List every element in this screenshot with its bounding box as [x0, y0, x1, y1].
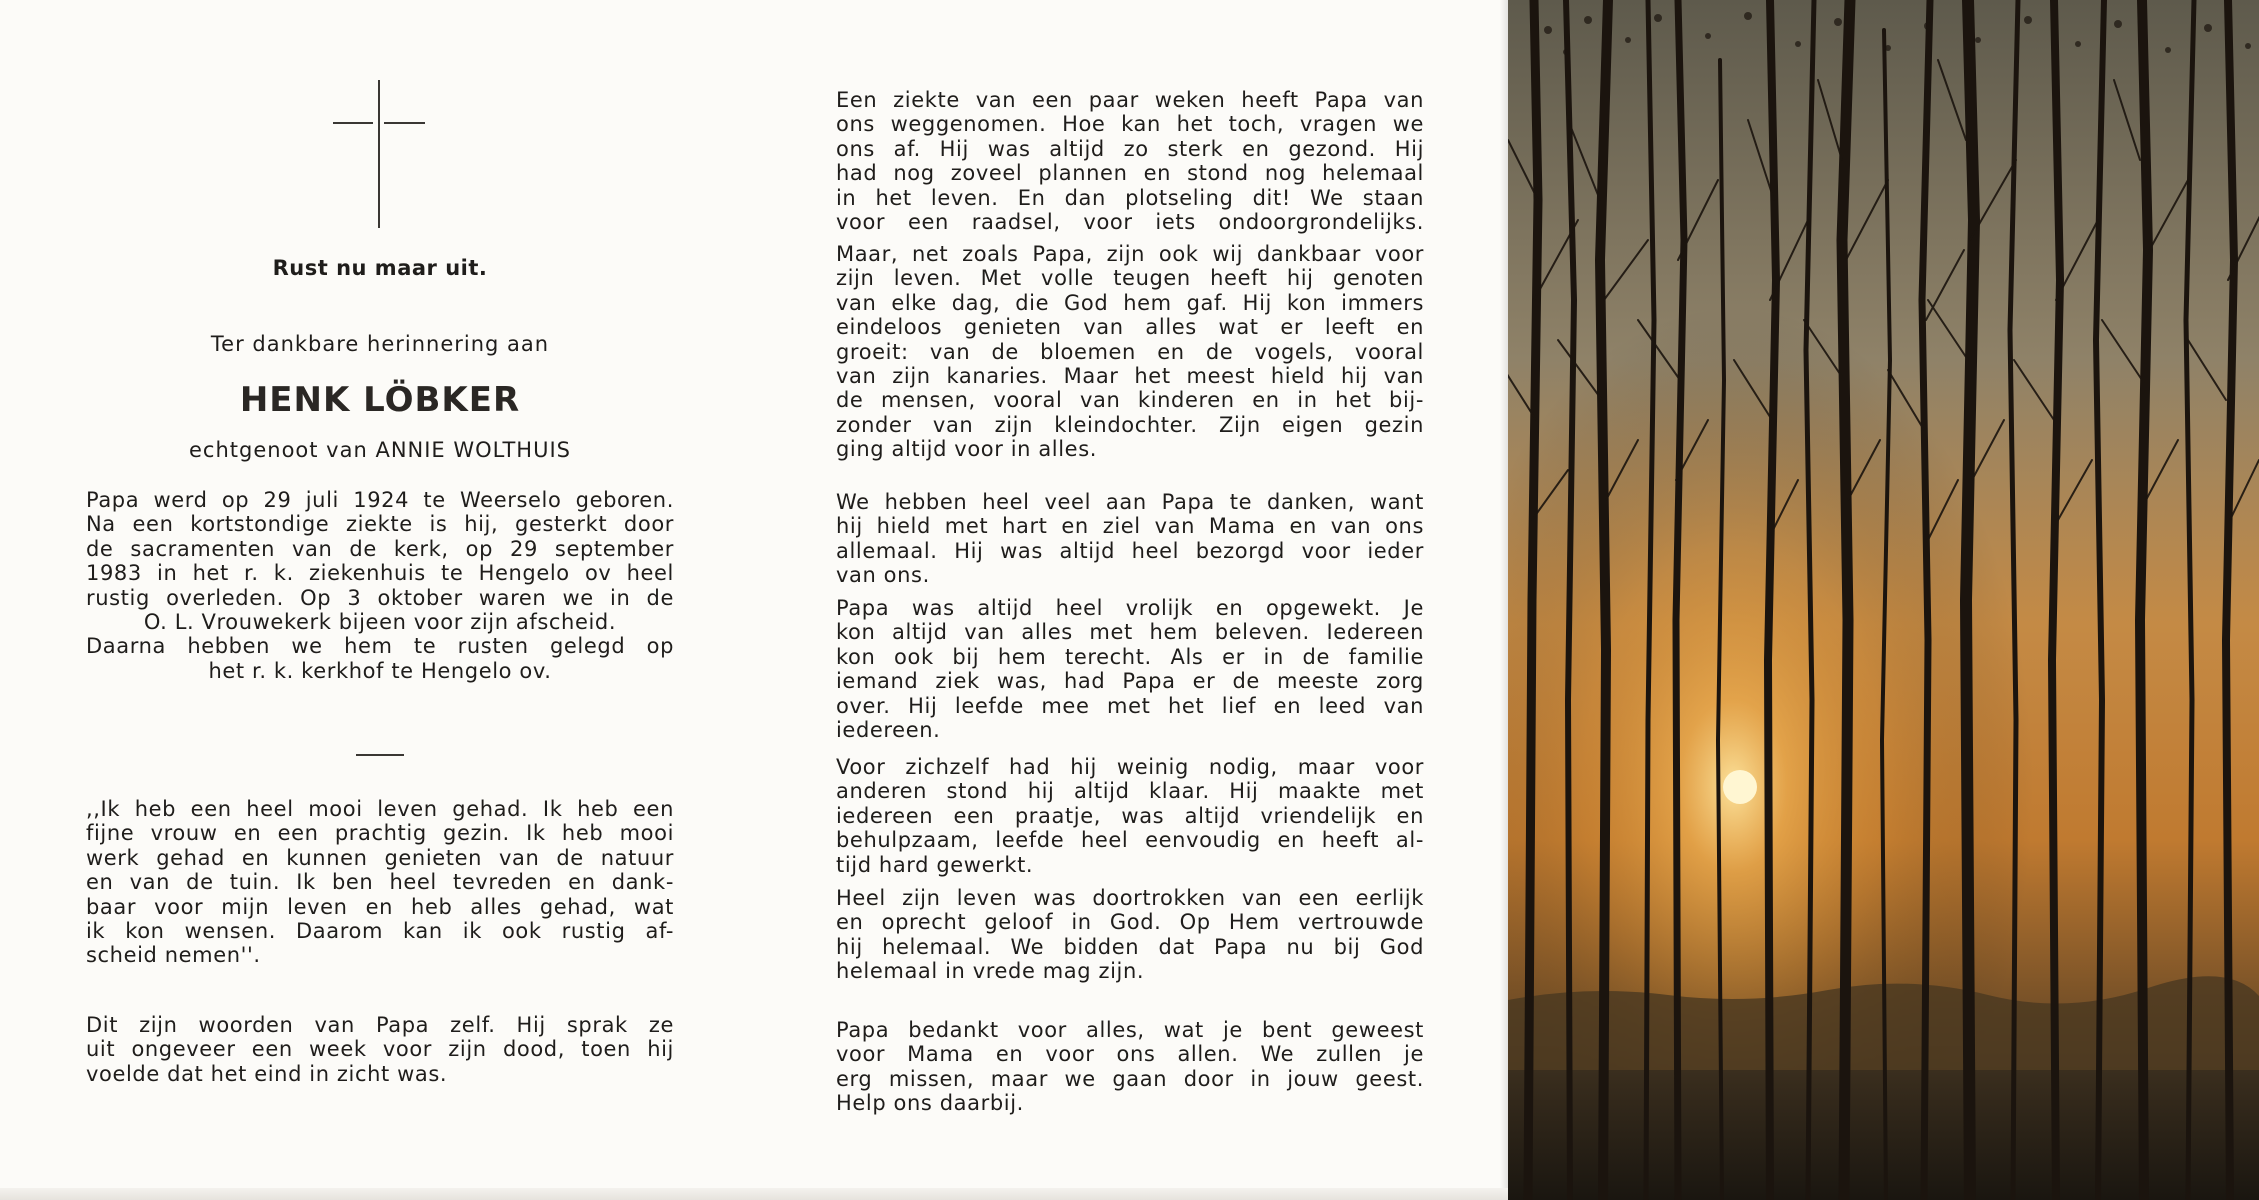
- intro-text: Ter dankbare herinnering aan: [210, 332, 550, 356]
- text-line: tijd hard gewerkt.: [836, 852, 1034, 877]
- middle-paragraph-7: [836, 1018, 1424, 1116]
- text-line: fijne vrouw en een prachtig gezin. Ik heb mooi: [86, 821, 674, 846]
- text-line: 1983 in het r. k. ziekenhuis te Hengelo ov heel: [86, 561, 674, 586]
- text-line: Voor zichzelf had hij weinig nodig, maar voor: [836, 755, 1424, 779]
- text-line: de sacramenten van de kerk, op 29 september: [86, 536, 674, 561]
- middle-paragraph-6: [836, 886, 1424, 984]
- text-line: over. Hij leefde mee met het lief en leed van: [836, 693, 1424, 718]
- text-line: Maar, net zoals Papa, zijn ook wij dankbaar voor: [836, 242, 1424, 266]
- sunset-trees-photo: [1508, 0, 2259, 1200]
- middle-paragraph-5: [836, 755, 1424, 877]
- text-line: en oprecht geloof in God. Op Hem vertrouwde: [836, 910, 1424, 935]
- text-line: ons af. Hij was altijd zo sterk en gezond. Hij: [836, 136, 1424, 161]
- middle-paragraph-4: [836, 596, 1424, 742]
- text-line: in het leven. En dan plotseling dit! We staan: [836, 185, 1424, 210]
- text-line: hij helemaal. We bidden dat Papa nu bij God: [836, 934, 1424, 959]
- text-line: zonder van zijn kleindochter. Zijn eigen gezin: [836, 412, 1424, 437]
- text-line: kon ook bij hem terecht. Als er in de familie: [836, 644, 1424, 669]
- text-line: eindeloos genieten van alles wat er leeft en: [836, 315, 1424, 340]
- text-line: erg missen, maar we gaan door in jouw geest.: [836, 1066, 1424, 1091]
- text-line: ons weggenomen. Hoe kan het toch, vragen we: [836, 112, 1424, 137]
- text-line: Papa was altijd heel vrolijk en opgewekt. Je: [836, 596, 1424, 620]
- text-line: We hebben heel veel aan Papa te danken, want: [836, 490, 1424, 514]
- text-line: Dit zijn woorden van Papa zelf. Hij sprak ze: [86, 1013, 674, 1037]
- text-line: Heel zijn leven was doortrokken van een eerlijk: [836, 886, 1424, 910]
- text-line: werk gehad en kunnen genieten van de natuur: [86, 845, 674, 870]
- text-line: het r. k. kerkhof te Hengelo ov.: [208, 658, 552, 683]
- text-line: ik kon wensen. Daarom kan ik ook rustig af-: [86, 918, 674, 943]
- text-line: kon altijd van alles met hem beleven. Iedereen: [836, 620, 1424, 645]
- text-line: zijn leven. Met volle teugen heeft hij genoten: [836, 266, 1424, 291]
- text-line: iedereen een praatje, was altijd vriendelijk en: [836, 803, 1424, 828]
- text-line: Papa bedankt voor alles, wat je bent geweest: [836, 1018, 1424, 1042]
- spouse-line: echtgenoot van ANNIE WOLTHUIS: [189, 438, 571, 462]
- text-line: ging altijd voor in alles.: [836, 437, 1098, 462]
- middle-paragraph-3: [836, 490, 1424, 588]
- text-line: Papa werd op 29 juli 1924 te Weerselo geboren.: [86, 488, 674, 512]
- divider: [356, 754, 404, 756]
- text-line: baar voor mijn leven en heb alles gehad, wat: [86, 894, 674, 919]
- text-line: de mensen, vooral van kinderen en in het bij-: [836, 388, 1424, 413]
- sun-icon: [1723, 770, 1757, 804]
- text-line: ,,Ik heb een heel mooi leven gehad. Ik heb een: [86, 797, 674, 821]
- text-line: Een ziekte van een paar weken heeft Papa van: [836, 88, 1424, 112]
- text-line: Na een kortstondige ziekte is hij, gesterkt door: [86, 512, 674, 537]
- text-line: helemaal in vrede mag zijn.: [836, 959, 1145, 984]
- paper-edge: [0, 1188, 1508, 1200]
- bio-paragraph: [86, 488, 674, 683]
- text-line: van elke dag, die God hem gaf. Hij kon immers: [836, 290, 1424, 315]
- text-line: Help ons daarbij.: [836, 1091, 1024, 1116]
- cross-icon: [333, 80, 425, 228]
- text-line: voelde dat het eind in zicht was.: [86, 1061, 448, 1086]
- text-line: van ons.: [836, 563, 930, 588]
- text-line: rustig overleden. Op 3 oktober waren we in de: [86, 585, 674, 610]
- words-paragraph: [86, 1013, 674, 1086]
- text-line: uit ongeveer een week voor zijn dood, toen hij: [86, 1037, 674, 1062]
- text-line: voor een raadsel, voor iets ondoorgrondelijks.: [836, 209, 1424, 234]
- left-panel: [0, 0, 760, 1200]
- text-line: scheid nemen''.: [86, 943, 261, 968]
- text-line: O. L. Vrouwekerk bijeen voor zijn afscheid.: [143, 609, 617, 634]
- text-line: anderen stond hij altijd klaar. Hij maakte met: [836, 779, 1424, 804]
- motto: Rust nu maar uit.: [272, 256, 488, 280]
- text-line: allemaal. Hij was altijd heel bezorgd voor ieder: [836, 538, 1424, 563]
- text-line: behulpzaam, leefde heel eenvoudig en heeft al-: [836, 828, 1424, 853]
- middle-paragraph-2: [836, 242, 1424, 462]
- text-line: iedereen.: [836, 717, 941, 742]
- middle-paragraph-1: [836, 88, 1424, 234]
- text-line: en van de tuin. Ik ben heel tevreden en dank-: [86, 870, 674, 895]
- text-line: Daarna hebben we hem te rusten gelegd op: [86, 634, 674, 659]
- text-line: voor Mama en voor ons allen. We zullen je: [836, 1042, 1424, 1067]
- text-line: groeit: van de bloemen en de vogels, vooral: [836, 339, 1424, 364]
- text-line: van zijn kanaries. Maar het meest hield hij van: [836, 363, 1424, 388]
- deceased-name: HENK LÖBKER: [239, 380, 521, 420]
- text-line: hij hield met hart en ziel van Mama en van ons: [836, 514, 1424, 539]
- text-line: iemand ziek was, had Papa er de meeste zorg: [836, 669, 1424, 694]
- text-line: had nog zoveel plannen en stond nog helemaal: [836, 161, 1424, 186]
- quote-paragraph: [86, 797, 674, 968]
